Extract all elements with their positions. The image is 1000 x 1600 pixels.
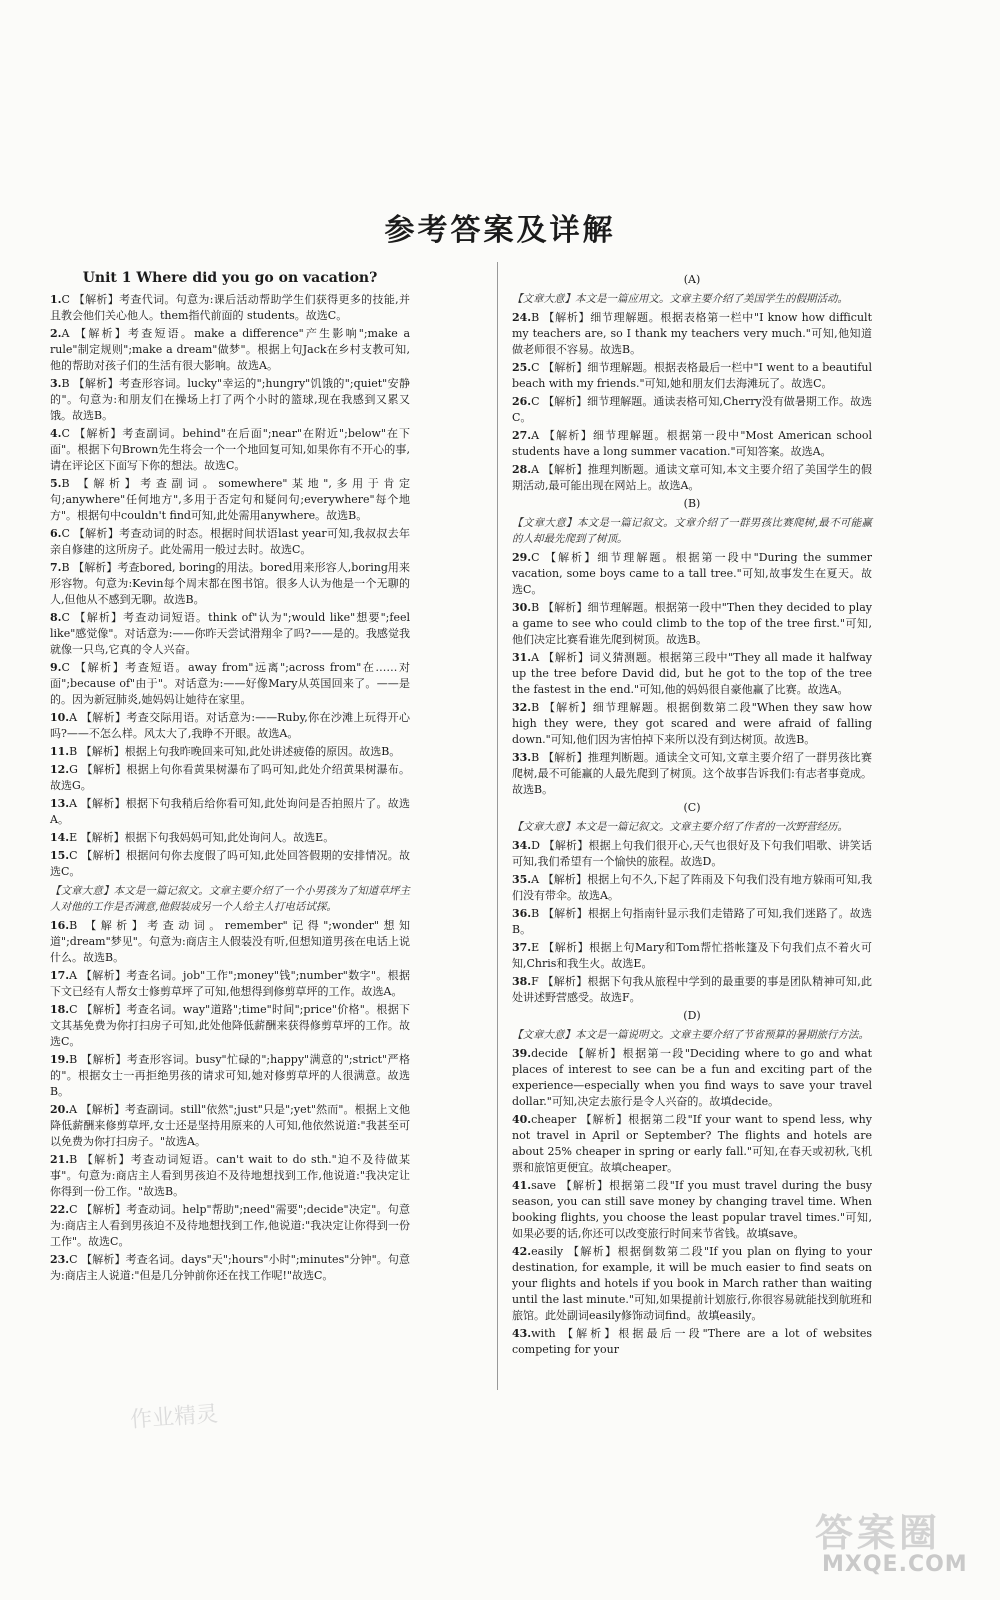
column-divider [497,262,498,1390]
question-number: 36. [512,907,532,920]
question-number: 3. [50,377,62,390]
answer-text: A 【解析】根据上句不久,下起了阵雨及下句我们没有地方躲雨可知,我们没有带伞。故选A。 [512,873,872,902]
answer-entry [50,326,410,374]
question-number: 24. [512,311,532,324]
answer-text: C 【解析】考查动词的时态。根据时间状语last year可知,我叔叔去年亲自修建的这所房子。此处需用一般过去时。故选C。 [50,527,410,556]
article-summary-c: 【文章大意】本文是一篇记叙文。文章主要介绍了作者的一次野营经历。 [512,821,848,833]
question-number: 25. [512,361,532,374]
answer-text: G 【解析】根据上句你看黄果树瀑布了吗可知,此处介绍黄果树瀑布。故选G。 [50,763,410,792]
answer-entry [50,762,410,794]
answer-entry [512,838,872,870]
question-number: 7. [50,561,62,574]
question-number: 42. [512,1245,532,1258]
answer-list-1 [50,292,410,880]
answer-entry [50,710,410,742]
question-number: 39. [512,1047,532,1060]
answer-entry [50,1252,410,1284]
answer-entry [50,968,410,1000]
answer-text: B 【解析】考查动词短语。can't wait to do sth."迫不及待做某事"。句意为:商店主人看到男孩迫不及待地想找到工作,他说道:"我决定让你得到一份工作。"故选B。 [50,1153,410,1198]
question-number: 33. [512,751,532,764]
question-number: 8. [50,611,62,624]
answer-text: B 【解析】考查形容词。busy"忙碌的";happy"满意的";strict"严格的"。根据女士一再拒绝男孩的请求可知,她对修剪草坪的人很满意。故选B。 [50,1053,410,1098]
answer-entry [512,360,872,392]
answer-entry [512,394,872,426]
question-number: 28. [512,463,532,476]
question-number: 14. [50,831,70,844]
answer-list-a [512,310,872,494]
question-number: 35. [512,873,532,886]
answer-text: B 【解析】细节理解题。根据表格第一栏中"I know how difficult my teachers are, so I thank my teachers very much."可知,他知道做老师很不容易。故选B。 [512,311,872,356]
question-number: 20. [50,1103,70,1116]
section-label-c: (C) [683,801,701,814]
answer-entry [50,476,410,524]
answer-text: C 【解析】考查副词。behind"在后面";near"在附近";below"在下面"。根据下句Brown先生将会一个一个地回复可知,如果你有不开心的事,请在评论区下面写下你的想法。故选C。 [50,427,410,472]
answer-text: B 【解析】根据上句我昨晚回来可知,此处讲述疲倦的原因。故选B。 [69,745,401,758]
answer-entry [50,1102,410,1150]
answer-entry [512,1112,872,1176]
answer-entry [512,1244,872,1324]
answer-entry [50,1202,410,1250]
answer-text: easily 【解析】根据倒数第二段"If you plan on flying to your destination, for example, it will be much easier to find seats on your flights and hotels if you book in March rather than waiting until the last minute."可知,如果提前计划旅行,你很容易就能找到航班和旅馆。此处副词easily修饰动词find。故填easily。 [512,1245,872,1322]
section-label-a: (A) [683,273,701,286]
answer-entry [50,918,410,966]
answer-entry [512,310,872,358]
answer-entry [50,610,410,658]
answer-entry [50,560,410,608]
answer-entry [512,600,872,648]
question-number: 5. [50,477,62,490]
answer-entry [50,1002,410,1050]
answer-entry [50,1052,410,1100]
answer-entry [50,830,410,846]
question-number: 31. [512,651,532,664]
answer-text: C 【解析】细节理解题。根据第一段中"During the summer vacation, some boys came to a tall tree."可知,故事发生在夏天。故选C。 [512,551,872,596]
watermark-url: MXQE.COM [822,1552,968,1577]
question-number: 23. [50,1253,70,1266]
question-number: 40. [512,1113,532,1126]
question-number: 21. [50,1153,70,1166]
faded-stamp: 作业精灵 [129,1401,219,1434]
answer-text: A 【解析】词义猜测题。根据第三段中"They all made it halfway up the tree before David did, but he got to the top of the tree the fastest in the end."可知,他的妈妈很自豪他赢了比赛。故选A。 [512,651,872,696]
question-number: 29. [512,551,532,564]
answer-text: cheaper 【解析】根据第二段"If your want to spend less, why not travel in April or September? The flights and hotels are about 25% cheaper in spring or early fall."可知,在春天或初秋,飞机票和旅馆更便宜。故填cheaper。 [512,1113,872,1174]
question-number: 6. [50,527,62,540]
answer-text: A 【解析】考查名词。job"工作";money"钱";number"数字"。根据下文已经有人帮女士修剪草坪了可知,他想得到修剪草坪的工作。故选A。 [50,969,410,998]
answer-entry [512,974,872,1006]
answer-list-d [512,1046,872,1358]
question-number: 11. [50,745,70,758]
answer-text: E 【解析】根据下句我妈妈可知,此处询问人。故选E。 [69,831,335,844]
answer-list-c [512,838,872,1006]
question-number: 34. [512,839,532,852]
answer-list-b [512,550,872,798]
question-number: 43. [512,1327,532,1340]
answer-text: C 【解析】细节理解题。通读表格可知,Cherry没有做暑期工作。故选C。 [512,395,872,424]
answer-list-2 [50,918,410,1284]
question-number: 18. [50,1003,70,1016]
answer-text: D 【解析】根据上句我们很开心,天气也很好及下句我们唱歌、讲笑话可知,我们希望有一个愉快的旅程。故选D。 [512,839,872,868]
answer-entry [50,1152,410,1200]
question-number: 15. [50,849,70,862]
answer-text: C 【解析】考查短语。away from"远离";across from"在……对面";because of"由于"。对话意为:——好像Mary从英国回来了。——是的。因为新冠肺炎,她妈妈让她待在家里。 [50,661,410,706]
question-number: 41. [512,1179,532,1192]
question-number: 32. [512,701,532,714]
answer-text: decide 【解析】根据第一段"Deciding where to go and what places of interest to see can be a fun and exciting part of the experience—especially when you find ways to save your travel dollar."可知,决定去旅行是令人兴奋的。故填decide。 [512,1047,872,1108]
page-title: 参考答案及详解 [384,213,616,248]
question-number: 16. [50,919,70,932]
answer-text: C 【解析】考查动词短语。think of"认为";would like"想要";feel like"感觉像"。对话意为:——你昨天尝试滑翔伞了吗?——是的。我感觉我就像一只鸟,它真的令人兴奋。 [50,611,410,656]
answer-entry [50,796,410,828]
answer-text: C 【解析】考查名词。way"道路";time"时间";price"价格"。根据下文其基免费为你打扫房子可知,此处他降低薪酬来获得修剪草坪的工作。故选C。 [50,1003,410,1048]
answer-text: A 【解析】考查短语。make a difference"产生影响";make a rule"制定规则";make a dream"做梦"。根据上句Jack在乡村支教可知,他的帮助对孩子们的生活有很大影响。故选A。 [50,327,410,372]
question-number: 17. [50,969,70,982]
answer-entry [512,550,872,598]
question-number: 38. [512,975,532,988]
question-number: 30. [512,601,532,614]
answer-entry [50,526,410,558]
section-label-b: (B) [683,497,701,510]
answer-text: B 【解析】考查bored, boring的用法。bored用来形容人,boring用来形容物。句意为:Kevin每个周末都在图书馆。很多人认为他是一个无聊的人,但他从不感到无聊。故选B。 [50,561,410,606]
question-number: 26. [512,395,532,408]
article-summary-a: 【文章大意】本文是一篇应用文。文章主要介绍了美国学生的假期活动。 [512,293,848,305]
answer-text: C 【解析】考查代词。句意为:课后活动帮助学生们获得更多的技能,并且教会他们关心他人。them指代前面的 students。故选C。 [50,293,410,322]
answer-text: B 【解析】根据上句指南针显示我们走错路了可知,我们迷路了。故选B。 [512,907,872,936]
answer-entry [50,744,410,760]
question-number: 13. [50,797,70,810]
answer-text: F 【解析】根据下句我从旅程中学到的最重要的事是团队精神可知,此处讲述野营感受。故选F。 [512,975,872,1004]
answer-text: C 【解析】考查名词。days"天";hours"小时";minutes"分钟"。句意为:商店主人说道:"但是几分钟前你还在找工作呢!"故选C。 [50,1253,410,1282]
answer-text: C 【解析】考查动词。help"帮助";need"需要";decide"决定"。句意为:商店主人看到男孩迫不及待地想找到工作,他说道:"我决定让你得到一份工作"。故选C。 [50,1203,410,1248]
article-summary-d: 【文章大意】本文是一篇说明文。文章主要介绍了节省预算的暑期旅行方法。 [512,1029,869,1041]
answer-entry [50,426,410,474]
question-number: 9. [50,661,62,674]
answer-entry [50,376,410,424]
answer-entry [50,660,410,708]
answer-entry [512,906,872,938]
article-summary-b: 【文章大意】本文是一篇记叙文。文章介绍了一群男孩比赛爬树,最不可能赢的人却最先爬到了树顶。 [512,517,872,545]
answer-entry [512,650,872,698]
section-label-d: (D) [683,1009,701,1022]
answer-entry [50,292,410,324]
answer-entry [512,940,872,972]
question-number: 22. [50,1203,70,1216]
answer-text: B 【解析】考查副词。somewhere"某地",多用于肯定句;anywhere"任何地方",多用于否定句和疑问句;everywhere"每个地方"。根据句中couldn't find可知,此处需用anywhere。故选B。 [50,477,410,522]
answer-entry [512,700,872,748]
question-number: 4. [50,427,62,440]
question-number: 19. [50,1053,70,1066]
right-column [512,270,872,1360]
answer-text: E 【解析】根据上句Mary和Tom帮忙搭帐篷及下句我们点不着火可知,Chris和我生火。故选E。 [512,941,872,970]
answer-entry [512,750,872,798]
left-column [50,270,410,1286]
answer-text: save 【解析】根据第二段"If you must travel during the busy season, you can still save money by changing travel time. When booking flights, you choose the least popular travel times."可知,如果必要的话,你还可以改变旅行时间来节省钱。故填save。 [512,1179,872,1240]
watermark-logo: 答案圈 [815,1511,942,1555]
article-summary: 【文章大意】本文是一篇记叙文。文章主要介绍了一个小男孩为了知道草坪主人对他的工作是否满意,他假装成另一个人给主人打电话试探。 [50,885,410,913]
answer-text: B 【解析】推理判断题。通读全文可知,文章主要介绍了一群男孩比赛爬树,最不可能赢的人最先爬到了树顶。这个故事告诉我们:有志者事竟成。故选B。 [512,751,872,796]
answer-text: A 【解析】细节理解题。根据第一段中"Most American school students have a long summer vacation."可知答案。故选A。 [512,429,872,458]
answer-entry [512,462,872,494]
question-number: 2. [50,327,62,340]
answer-entry [512,428,872,460]
answer-entry [512,872,872,904]
answer-text: B 【解析】考查动词。remember"记得";wonder"想知道";dream"梦见"。句意为:商店主人假装没有听,但想知道男孩在电话上说什么。故选B。 [50,919,410,964]
answer-text: C 【解析】根据问句你去度假了吗可知,此处回答假期的安排情况。故选C。 [50,849,410,878]
answer-entry [512,1326,872,1358]
answer-text: B 【解析】考查形容词。lucky"幸运的";hungry"饥饿的";quiet"安静的"。句意为:和朋友们在操场上打了两个小时的篮球,现在我感到又累又饿。故选B。 [50,377,410,422]
answer-text: A 【解析】考查副词。still"依然";just"只是";yet"然而"。根据上文他降低薪酬来修剪草坪,女士还是坚持用原来的人可知,他依然说道:"我甚至可以免费为你打扫房子。"故选A。 [50,1103,410,1148]
question-number: 37. [512,941,532,954]
answer-text: A 【解析】推理判断题。通读文章可知,本文主要介绍了美国学生的假期活动,最可能出现在网站上。故选A。 [512,463,872,492]
question-number: 12. [50,763,70,776]
answer-text: A 【解析】根据下句我稍后给你看可知,此处询问是否拍照片了。故选A。 [50,797,410,826]
question-number: 27. [512,429,532,442]
answer-text: with 【解析】根据最后一段"There are a lot of websites competing for your [512,1327,872,1356]
answer-entry [50,848,410,880]
unit-heading: Unit 1 Where did you go on vacation? [82,270,378,286]
answer-entry [512,1178,872,1242]
answer-entry [512,1046,872,1110]
answer-text: B 【解析】细节理解题。根据第一段中"Then they decided to play a game to see who could climb to the top of the tree first."可知,他们决定比赛看谁先爬到树顶。故选B。 [512,601,872,646]
question-number: 10. [50,711,70,724]
answer-text: B 【解析】细节理解题。根据倒数第二段"When they saw how high they were, they got scared and were afraid of falling down."可知,他们因为害怕掉下来所以没有到达树顶。故选B。 [512,701,872,746]
answer-text: A 【解析】考查交际用语。对话意为:——Ruby,你在沙滩上玩得开心吗?——不怎么样。风太大了,我睁不开眼。故选A。 [50,711,410,740]
answer-text: C 【解析】细节理解题。根据表格最后一栏中"I went to a beautiful beach with my friends."可知,她和朋友们去海滩玩了。故选C。 [512,361,872,390]
question-number: 1. [50,293,62,306]
